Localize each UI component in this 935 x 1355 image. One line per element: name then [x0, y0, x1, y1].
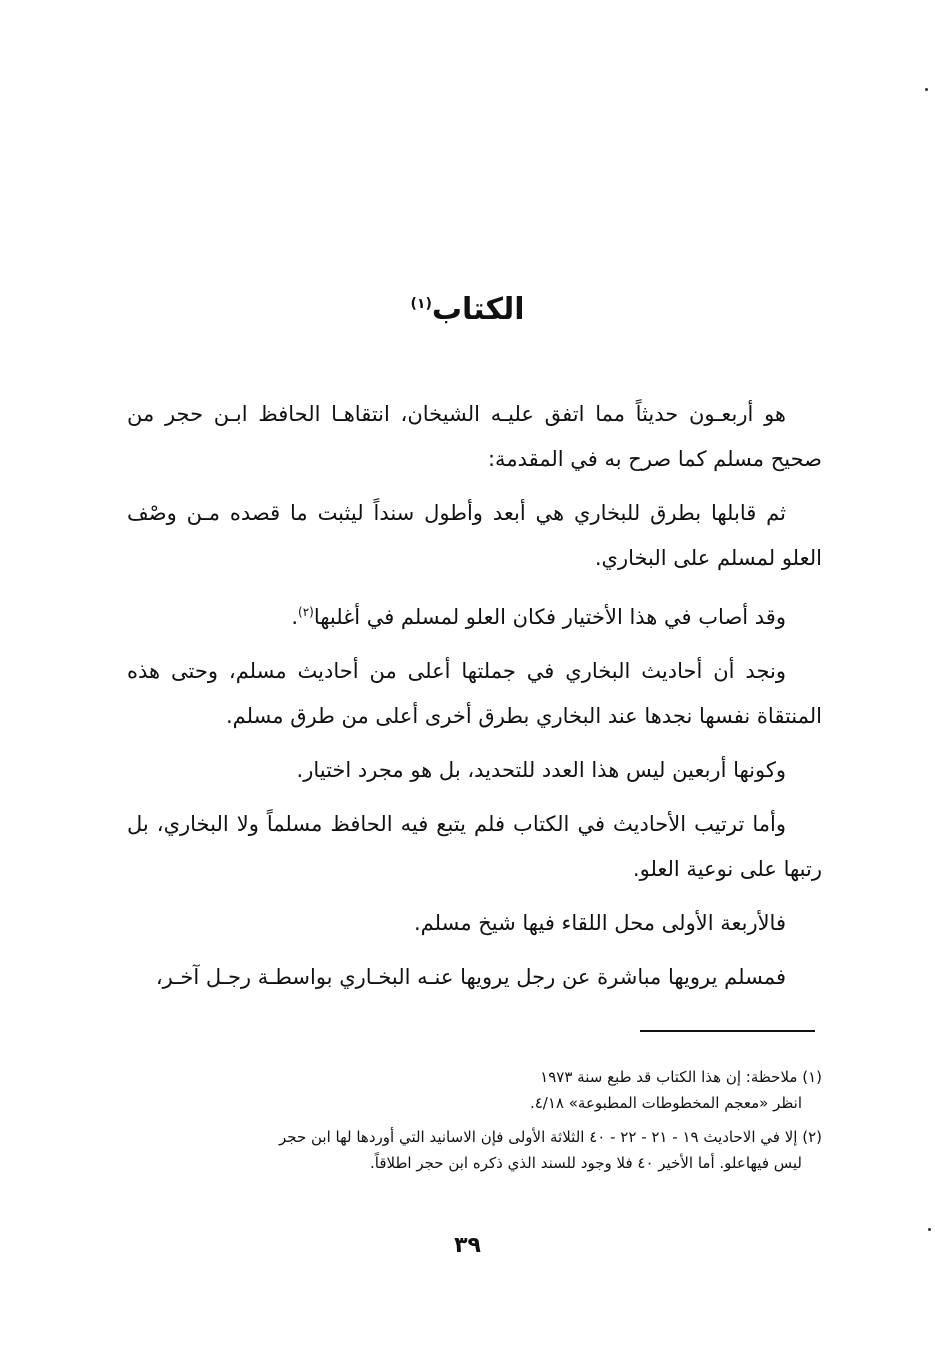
paragraph-3-text: وقد أصاب في هذا الأختيار فكان العلو لمسلم في أغلبها	[313, 605, 786, 629]
page-number: ٣٩	[454, 1233, 481, 1258]
footnote-2-line-1	[122, 1124, 822, 1150]
paragraph-8: فمسلم يرويها مباشرة عن رجل يرويها عنـه البخـاري بواسطـة رجـل آخـر،	[155, 965, 786, 989]
footnotes-section	[122, 1064, 822, 1184]
chapter-title: الكتاب	[431, 292, 525, 327]
footnote-2-text: إلا في الاحاديث ١٩ - ٢١ - ٢٢ - ٤٠ الثلاثة الأولى فإن الاسانيد التي أوردها لها ابن حجر	[279, 1128, 798, 1146]
paragraph-3-end: .	[291, 605, 299, 629]
footnote-1-line-2: انظر «معجم المخطوطات المطبوعة» ٤/١٨.	[529, 1094, 802, 1112]
footnote-2	[122, 1124, 822, 1176]
footnote-2-marker: (٢)	[802, 1128, 822, 1146]
scan-speck	[928, 1228, 931, 1231]
footnote-divider	[640, 1030, 815, 1032]
paragraph-1: هو أربعـون حديثاً مما اتفق عليـه الشيخان، انتقاهـا الحافظ ابـن حجر من صحيح مسلم كما صرح به في المقدمة:	[127, 402, 822, 471]
paragraph-6: وأما ترتيب الأحاديث في الكتاب فلم يتبع فيه الحافظ مسلماً ولا البخاري، بل رتبها على نوعية العلو.	[127, 812, 822, 881]
paragraph-3	[127, 590, 822, 640]
main-text	[127, 392, 822, 1009]
footnote-2-line-2: ليس فيهاعلو. أما الأخير ٤٠ فلا وجود للسند الذي ذكره ابن حجر اطلاقاً.	[369, 1154, 802, 1172]
scan-speck	[925, 88, 928, 91]
footnote-reference-1: (١)	[410, 296, 432, 312]
footnote-1-line-1	[122, 1064, 822, 1090]
footnote-1-marker: (١)	[802, 1068, 822, 1086]
paragraph-2: ثم قابلها بطرق للبخاري هي أبعد وأطول سنداً ليثبت ما قصده مـن وصْف العلو لمسلم على البخاري.	[127, 501, 822, 570]
footnote-reference-2: (٢)	[298, 605, 314, 619]
chapter-heading	[0, 292, 935, 327]
paragraph-4: ونجد أن أحاديث البخاري في جملتها أعلى من أحاديث مسلم، وحتى هذه المنتقاة نفسها نجدها عند البخاري بطرق أخرى أعلى من طرق مسلم.	[127, 659, 822, 728]
footnote-1-text: ملاحظة: إن هذا الكتاب قد طبع سنة ١٩٧٣	[540, 1068, 798, 1086]
paragraph-5: وكونها أربعين ليس هذا العدد للتحديد، بل هو مجرد اختيار.	[296, 758, 786, 782]
footnote-1	[122, 1064, 822, 1116]
paragraph-7: فالأربعة الأولى محل اللقاء فيها شيخ مسلم.	[413, 911, 786, 935]
